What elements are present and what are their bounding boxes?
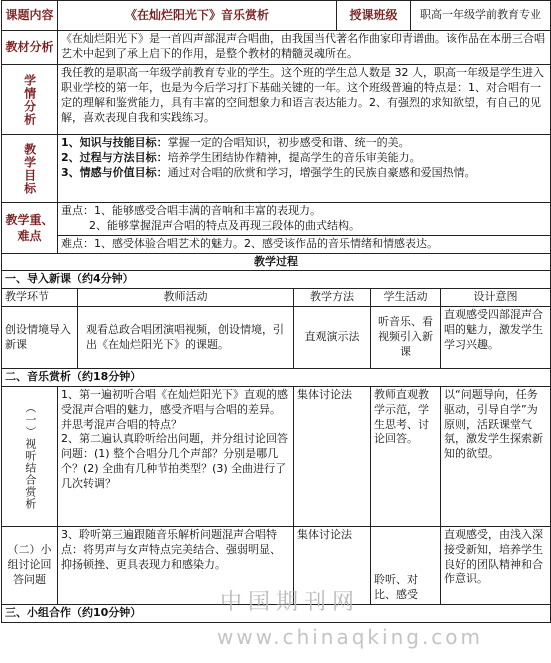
- s1-student: 听音乐、看视频引入新课: [371, 307, 441, 369]
- s2-method-2: 集体讨论法: [294, 526, 371, 604]
- s2-step-2: （二）小组讨论回答问题: [2, 526, 58, 604]
- s2-teacher-1: 1、第一遍初听合唱《在灿烂阳光下》直观的感受混声合唱的魅力，感受齐唱与合唱的差异。并思考混声合唱的特点？ 2、第二遍认真聆听给出问题，并分组讨论回答问题：(1) 整个合唱分几个声部？分别是哪几个？(2) 全曲有几种节拍类型？(3) 全曲进行了几次转调？: [58, 386, 294, 526]
- topic-value: 《在灿烂阳光下》音乐赏析: [58, 1, 337, 31]
- s1-step: 创设情境导入新课: [2, 307, 78, 369]
- goals-label: [2, 135, 58, 203]
- student-label: [2, 65, 58, 135]
- topic-label: 课题内容: [2, 1, 58, 31]
- s2-intent-2: 直观感受，由浅入深接受新知，培养学生良好的团队精神和合作意识。: [441, 526, 551, 604]
- goal-head: 3、情感与价值目标：: [61, 165, 168, 179]
- goal-head: 2、过程与方法目标：: [61, 150, 168, 164]
- lesson-plan-table: [1, 0, 551, 623]
- goals-content: [58, 135, 551, 203]
- class-label: 授课班级: [337, 1, 411, 31]
- s1-teacher: 观看总政合唱团演唱视频，创设情境，引出《在灿烂阳光下》的课题。: [78, 307, 294, 369]
- goals-label-text: 教学目标: [22, 142, 37, 195]
- section1-title: 一、导入新课（约4分钟）: [2, 271, 551, 289]
- s1-intent: 直观感受四部混声合唱的魅力，激发学生学习兴趣。: [441, 307, 551, 369]
- goal-item: [61, 166, 547, 181]
- keypoints-key: [58, 203, 551, 236]
- goal-item: [61, 136, 547, 151]
- goal-text: 通过对合唱的欣赏和学习，增强学生的民族自豪感和爱国热情。: [167, 165, 476, 179]
- goal-text: 培养学生团结协作精神，提高学生的音乐审美能力。: [167, 150, 421, 164]
- material-text: 《在灿烂阳光下》是一首四声部混声合唱曲，由我国当代著名作曲家印青谱曲。该作品在本册三合唱艺术中起到了承上启下的作用，是整个教材的精髓灵魂所在。: [58, 31, 551, 65]
- col-teacher: 教师活动: [78, 289, 294, 307]
- s2-teacher-2: 3、聆听第三遍跟随音乐解析问题混声合唱特点：将男声与女声特点完美结合、强弱明显、抑扬顿挫、更具表现力和感染力。: [58, 526, 294, 604]
- col-step: 教学环节: [2, 289, 78, 307]
- watermark-line1: 中国期刊网: [219, 590, 360, 615]
- key-line: 2、能够掌握混声合唱的特点及再现三段体的曲式结构。: [89, 218, 360, 232]
- student-text: 我任教的是职高一年级学前教育专业的学生。这个班的学生总人数是 32 人，职高一年级是学生进入职业学校的第一年，也是为今后学习打下基础关键的一年。这个班级普遍的特点是：1、对合唱有一定的理解和鉴赏能力，具有丰富的空间想象力和语言表达能力。2、有强烈的求知欲望，有自己的见解，喜欢表现自我和实践练习。: [58, 65, 551, 135]
- goal-head: 1、知识与技能目标：: [61, 136, 168, 149]
- keypoints-hard: 难点：1、感受体验合唱艺术的魅力。2、感受该作品的音乐情绪和情感表达。: [58, 235, 551, 253]
- keypoints-label: 教学重、难点: [2, 203, 58, 254]
- col-student: 学生活动: [371, 289, 441, 307]
- section3-title: 三、小组合作（约10分钟）: [2, 604, 551, 622]
- s2-step-1-text: （一）视听结合赏析: [23, 402, 37, 511]
- goal-item: [61, 151, 547, 166]
- col-method: 教学方法: [294, 289, 371, 307]
- student-label-text: 学情分析: [22, 73, 37, 126]
- s2-step-1: [2, 386, 58, 526]
- goal-text: 掌握一定的合唱知识，初步感受和谐、统一的美。: [167, 136, 410, 149]
- col-intent: 设计意图: [441, 289, 551, 307]
- s2-student-1: 教师直观教学示范，学生思考、讨论回答。: [371, 386, 441, 526]
- process-title: 教学过程: [2, 253, 551, 271]
- s2-student-2: 聆听、对比、感受: [371, 526, 441, 604]
- watermark-line2: www.chinaqking.com: [216, 625, 484, 649]
- s2-intent-1: 以“问题导向，任务驱动，引导自学”为原则，活跃课堂气氛，激发学生探索新知的欲望。: [441, 386, 551, 526]
- key-line: 重点：1、能够感受合唱丰满的音响和丰富的表现力。: [61, 204, 321, 217]
- material-label: 教材分析: [2, 31, 58, 65]
- class-value: 职高一年级学前教育专业: [411, 1, 551, 31]
- s1-method: 直观演示法: [294, 307, 371, 369]
- section2-title: 二、音乐赏析（约18分钟）: [2, 369, 551, 387]
- s2-method-1: 集体讨论法: [294, 386, 371, 526]
